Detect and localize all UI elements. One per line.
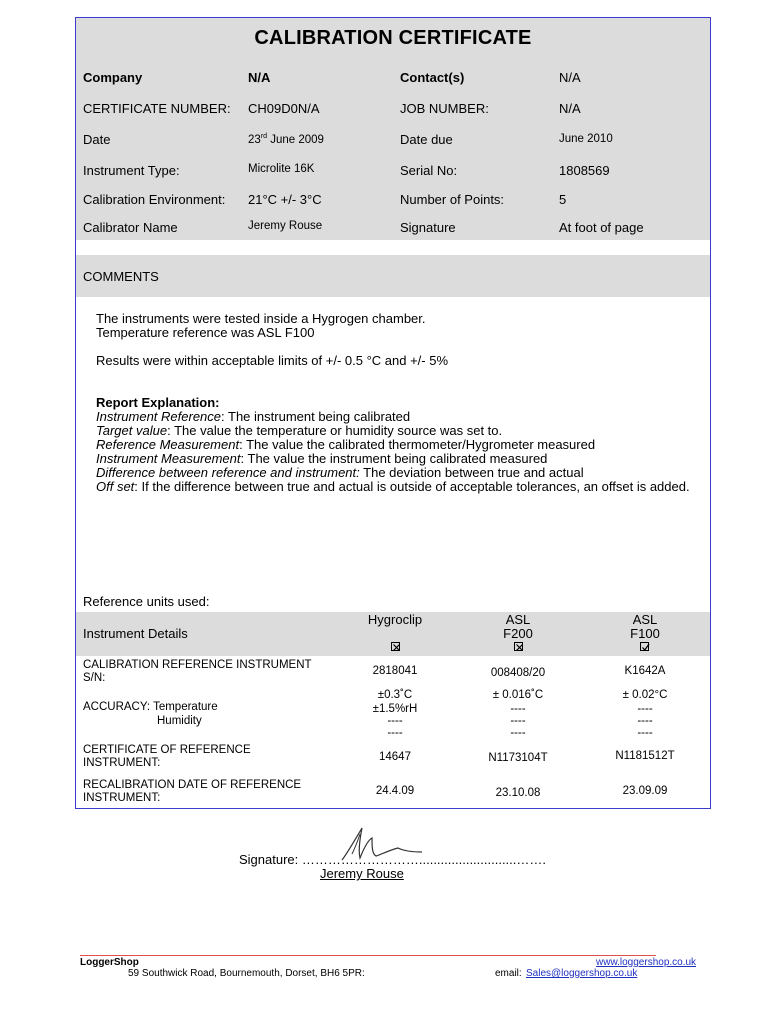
comment-line-2: Temperature reference was ASL F100 <box>96 325 315 340</box>
job-number-value: N/A <box>559 101 581 116</box>
sn-f200: 008408/20 <box>490 667 546 679</box>
accuracy-label: ACCURACY: Temperature <box>83 701 218 713</box>
acc-hum-f200: ---- <box>510 703 526 715</box>
cert-ref-label: CERTIFICATE OF REFERENCE <box>83 744 251 756</box>
date-label: Date <box>83 132 111 147</box>
recal-label: RECALIBRATION DATE OF REFERENCE <box>83 779 302 791</box>
calibrator-label: Calibrator Name <box>83 220 178 235</box>
signatory-name: Jeremy Rouse <box>320 866 404 881</box>
acc-row3-f100: ---- <box>637 715 653 727</box>
cert-hygroclip: 14647 <box>379 751 411 763</box>
acc-row3-hygroclip: ---- <box>387 715 403 727</box>
ref-col-f200-name: ASL <box>505 612 531 627</box>
page-title: CALIBRATION CERTIFICATE <box>254 27 532 49</box>
instrument-details-label: Instrument Details <box>83 626 188 641</box>
hygroclip-checkbox-icon <box>391 642 400 651</box>
footer-company: LoggerShop <box>80 957 139 968</box>
report-explanation-heading: Report Explanation: <box>96 395 220 410</box>
instrument-type-value: Microlite 16K <box>248 163 315 175</box>
explanation-item: Off set: If the difference between true and actual is outside of acceptable tolerances, an offset is added. <box>96 479 690 494</box>
environment-value: 21°C +/- 3°C <box>248 192 322 207</box>
signature-field-label: Signature <box>400 220 456 235</box>
accuracy-humidity-label: Humidity <box>157 715 202 727</box>
sn-row-label: CALIBRATION REFERENCE INSTRUMENT <box>83 659 312 671</box>
certificate-number-value: CH09D0N/A <box>248 101 320 116</box>
sn-row-label-2: S/N: <box>83 672 106 684</box>
date-value: 23rd June 2009 <box>248 133 324 146</box>
cert-f100: N1181512T <box>615 750 675 762</box>
ref-col-f100-model: F100 <box>630 626 660 641</box>
date-due-label: Date due <box>400 132 453 147</box>
job-number-label: JOB NUMBER: <box>400 101 489 116</box>
reference-units-label: Reference units used: <box>83 594 210 609</box>
sn-hygroclip: 2818041 <box>372 665 418 677</box>
signature-field-value: At foot of page <box>559 220 644 235</box>
ref-col-hygroclip-name: Hygroclip <box>367 612 423 627</box>
sn-f100: K1642A <box>624 665 666 677</box>
comments-heading: COMMENTS <box>83 269 159 284</box>
acc-temp-f100: ± 0.02°C <box>622 689 668 701</box>
instrument-type-label: Instrument Type: <box>83 163 180 178</box>
contacts-value: N/A <box>559 70 581 85</box>
footer-website-link[interactable]: www.loggershop.co.uk <box>596 957 697 968</box>
explanation-item: Target value: The value the temperature or humidity source was set to. <box>96 423 503 438</box>
comment-line-1: The instruments were tested inside a Hygrogen chamber. <box>96 311 426 326</box>
explanation-item: Instrument Reference: The instrument being calibrated <box>96 409 411 424</box>
environment-label: Calibration Environment: <box>83 192 226 207</box>
ref-col-f200-model: F200 <box>503 626 533 641</box>
comments-band <box>76 255 710 297</box>
serial-label: Serial No: <box>400 163 458 178</box>
contacts-label: Contact(s) <box>400 70 465 85</box>
acc-hum-f100: ---- <box>637 703 653 715</box>
footer-email-label: email: <box>495 968 522 979</box>
f200-checkbox-icon <box>514 642 523 651</box>
comment-line-3: Results were within acceptable limits of +/- 0.5 °C and +/- 5% <box>96 353 449 368</box>
points-label: Number of Points: <box>400 192 505 207</box>
acc-temp-f200: ± 0.016˚C <box>492 689 544 701</box>
acc-row4-f100: ---- <box>637 727 653 739</box>
explanation-item: Difference between reference and instrument: The deviation between true and actual <box>96 465 584 480</box>
cert-f200: N1173104T <box>488 752 548 764</box>
explanation-item: Instrument Measurement: The value the instrument being calibrated measured <box>96 451 548 466</box>
acc-temp-hygroclip: ±0.3˚C <box>377 689 413 701</box>
date-due-value: June 2010 <box>559 133 613 145</box>
ref-col-f100-name: ASL <box>632 612 658 627</box>
footer-address: 59 Southwick Road, Bournemouth, Dorset, BH6 5PR: <box>128 968 365 979</box>
f100-checkmark-icon <box>640 642 649 651</box>
recal-f200: 23.10.08 <box>495 787 541 799</box>
recal-hygroclip: 24.4.09 <box>375 785 415 797</box>
footer-email-link[interactable]: Sales@loggershop.co.uk <box>526 968 638 979</box>
acc-hum-hygroclip: ±1.5%rH <box>372 703 418 715</box>
signature-line: Signature: ………………………...........................……. <box>239 852 547 867</box>
certificate-number-label: CERTIFICATE NUMBER: <box>83 101 231 116</box>
footer-divider <box>80 955 656 956</box>
acc-row4-hygroclip: ---- <box>387 727 403 739</box>
acc-row4-f200: ---- <box>510 727 526 739</box>
acc-row3-f200: ---- <box>510 715 526 727</box>
recal-label-2: INSTRUMENT: <box>83 792 161 804</box>
recal-f100: 23.09.09 <box>622 785 668 797</box>
points-value: 5 <box>559 192 567 207</box>
calibrator-value: Jeremy Rouse <box>248 220 323 232</box>
serial-value: 1808569 <box>559 163 610 178</box>
company-value: N/A <box>248 70 271 85</box>
company-label: Company <box>83 70 143 85</box>
explanation-item: Reference Measurement: The value the calibrated thermometer/Hygrometer measured <box>96 437 596 452</box>
cert-ref-label-2: INSTRUMENT: <box>83 757 161 769</box>
